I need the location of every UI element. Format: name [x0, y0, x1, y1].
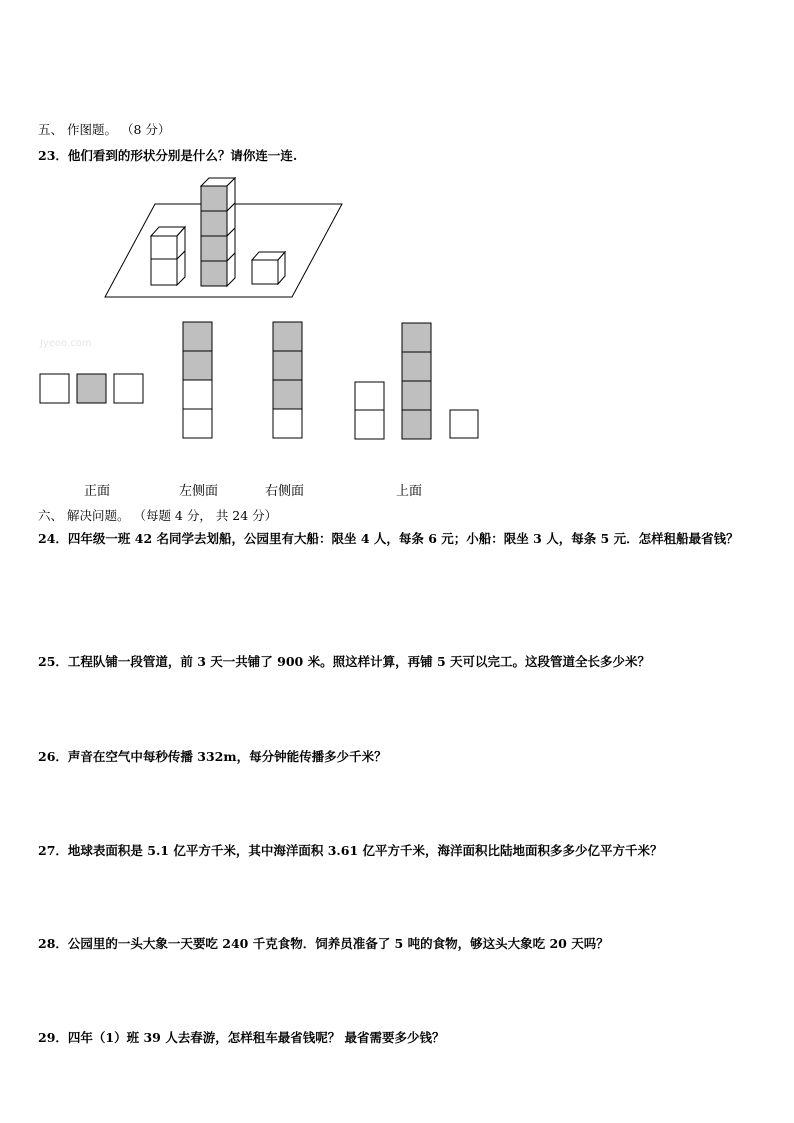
left-cube-stack	[151, 227, 185, 285]
view-option-column-2	[273, 322, 302, 438]
question-26: 26．声音在空气中每秒传播 332m，每分钟能传播多少千米？	[38, 749, 387, 764]
watermark: Jyeoo.com	[40, 338, 92, 349]
section-5-heading: 五、 作图题。 （8 分）	[38, 122, 171, 137]
small-cube	[252, 252, 285, 284]
view-option-column-1	[183, 322, 212, 438]
question-28: 28．公园里的一头大象一天要吃 240 千克食物．饲养员准备了 5 吨的食物，够这头大象吃 20 天吗？	[38, 936, 609, 951]
cube-views-figure	[0, 0, 794, 470]
question-25: 25．工程队铺一段管道，前 3 天一共铺了 900 米。照这样计算，再铺 5 天可以完工。这段管道全长多少米？	[38, 654, 650, 669]
label-top-view: 上面	[396, 484, 423, 499]
view-option-combined	[355, 323, 478, 439]
question-27: 27．地球表面积是 5.1 亿平方千米，其中海洋面积 3.61 亿平方千米，海洋面积比陆地面积多多少亿平方千米？	[38, 843, 663, 858]
label-right-view: 右侧面	[265, 484, 305, 499]
label-front-view: 正面	[84, 484, 111, 499]
view-option-row	[40, 374, 143, 403]
label-left-view: 左侧面	[179, 484, 219, 499]
tall-cube-stack	[201, 178, 235, 286]
question-24: 24．四年级一班 42 名同学去划船，公园里有大船：限坐 4 人，每条 6 元；小船：限坐 3 人，每条 5 元．怎样租船最省钱？	[38, 531, 739, 546]
question-29: 29．四年（1）班 39 人去春游，怎样租车最省钱呢？ 最省需要多少钱？	[38, 1030, 445, 1045]
question-23: 23．他们看到的形状分别是什么？请你连一连.	[38, 148, 298, 163]
section-6-heading: 六、 解决问题。 （每题 4 分， 共 24 分）	[38, 508, 278, 523]
